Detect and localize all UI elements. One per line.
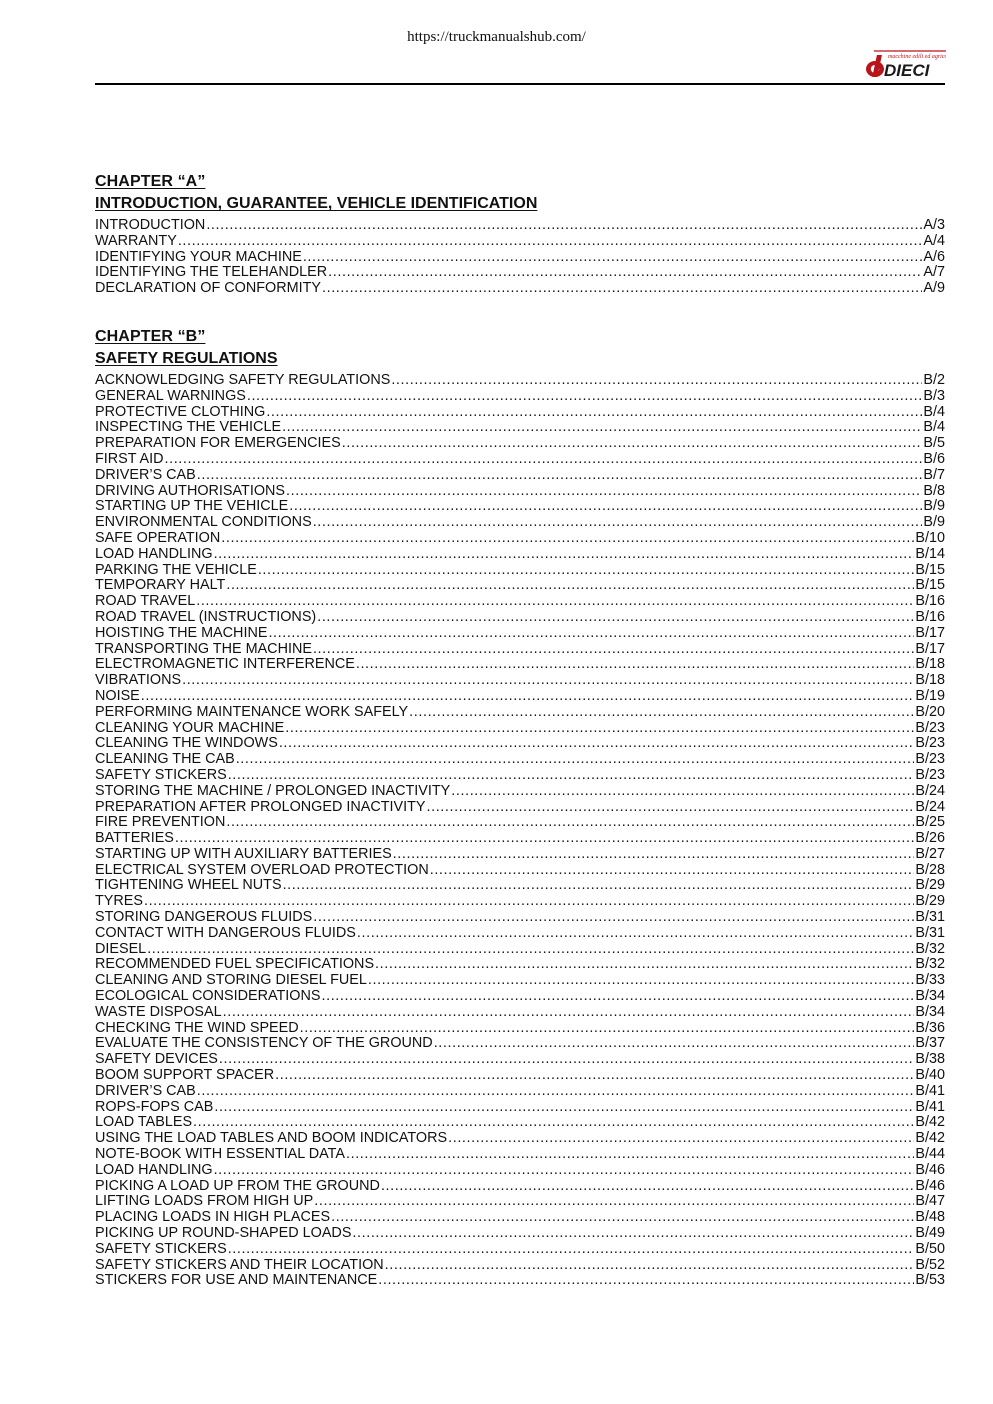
toc-entry[interactable] <box>95 926 945 942</box>
toc-entry-page: B/23 <box>915 720 945 736</box>
toc-entry[interactable] <box>95 626 945 642</box>
toc-entry[interactable] <box>95 578 945 594</box>
toc-entry[interactable] <box>95 1194 945 1210</box>
toc-entry-title: PREPARATION AFTER PROLONGED INACTIVITY <box>95 799 426 815</box>
toc-entry-title: DECLARATION OF CONFORMITY <box>95 281 321 297</box>
toc-dot-leader <box>314 1194 914 1210</box>
toc-entry-page: A/9 <box>923 281 945 297</box>
toc-entry-page: B/37 <box>915 1036 945 1052</box>
toc-entry-page: B/26 <box>915 831 945 847</box>
toc-entry-title: ELECTROMAGNETIC INTERFERENCE <box>95 657 355 673</box>
toc-entry-title: SAFETY STICKERS <box>95 1241 227 1257</box>
toc-entry[interactable] <box>95 863 945 879</box>
toc-entry-title: LOAD HANDLING <box>95 546 213 562</box>
toc-entry[interactable] <box>95 468 945 484</box>
toc-entry[interactable] <box>95 1210 945 1226</box>
toc-entry-page: B/53 <box>915 1273 945 1289</box>
table-of-contents <box>95 171 945 1289</box>
toc-entry-page: B/31 <box>915 910 945 926</box>
toc-entry[interactable] <box>95 894 945 910</box>
toc-dot-leader <box>448 1131 914 1147</box>
toc-entry-page: B/4 <box>923 420 945 436</box>
toc-entry[interactable] <box>95 389 945 405</box>
toc-dot-leader <box>375 957 914 973</box>
toc-entry-page: B/6 <box>923 451 945 467</box>
toc-entry-page: B/29 <box>915 894 945 910</box>
toc-dot-leader <box>289 499 922 515</box>
toc-dot-leader <box>275 1068 914 1084</box>
toc-dot-leader <box>313 642 914 658</box>
toc-entry[interactable] <box>95 1242 945 1258</box>
toc-entry-title: DRIVER’S CAB <box>95 1083 196 1099</box>
toc-entry-page: B/49 <box>915 1226 945 1242</box>
toc-dot-leader <box>451 784 914 800</box>
toc-dot-leader <box>219 1052 915 1068</box>
toc-entry-title: PROTECTIVE CLOTHING <box>95 404 266 420</box>
toc-entry[interactable] <box>95 815 945 831</box>
toc-entry-page: B/23 <box>915 752 945 768</box>
toc-dot-leader <box>313 910 914 926</box>
toc-entry-title: STARTING UP WITH AUXILIARY BATTERIES <box>95 846 392 862</box>
toc-entry[interactable] <box>95 1005 945 1021</box>
toc-dot-leader <box>214 1163 915 1179</box>
toc-dot-leader <box>226 578 914 594</box>
toc-entry-page: B/20 <box>915 704 945 720</box>
toc-entry[interactable] <box>95 736 945 752</box>
toc-entry-title: WARRANTY <box>95 233 177 249</box>
toc-dot-leader <box>328 265 922 281</box>
toc-entry-page: B/46 <box>915 1178 945 1194</box>
toc-entry-page: B/25 <box>915 815 945 831</box>
toc-dot-leader <box>197 1084 915 1100</box>
toc-dot-leader <box>322 281 922 297</box>
toc-dot-leader <box>286 484 922 500</box>
toc-dot-leader <box>279 736 915 752</box>
toc-entry-title: PICKING A LOAD UP FROM THE GROUND <box>95 1178 380 1194</box>
toc-dot-leader <box>385 1258 915 1274</box>
toc-dot-leader <box>356 657 915 673</box>
toc-dot-leader <box>313 515 923 531</box>
chapter-a-entries <box>95 218 945 297</box>
toc-entry-title: LIFTING LOADS FROM HIGH UP <box>95 1194 314 1210</box>
toc-entry-title: CLEANING YOUR MACHINE <box>95 720 285 736</box>
toc-entry-page: B/34 <box>915 1004 945 1020</box>
toc-entry[interactable] <box>95 1258 945 1274</box>
toc-entry[interactable] <box>95 373 945 389</box>
toc-entry[interactable] <box>95 721 945 737</box>
toc-entry[interactable] <box>95 1226 945 1242</box>
toc-dot-leader <box>378 1273 914 1289</box>
toc-dot-leader <box>247 389 923 405</box>
toc-entry-title: ELECTRICAL SYSTEM OVERLOAD PROTECTION <box>95 862 429 878</box>
toc-entry[interactable] <box>95 281 945 297</box>
toc-entry[interactable] <box>95 957 945 973</box>
toc-entry-title: RECOMMENDED FUEL SPECIFICATIONS <box>95 957 375 973</box>
toc-entry[interactable] <box>95 784 945 800</box>
toc-entry[interactable] <box>95 831 945 847</box>
chapter-b-entries <box>95 373 945 1289</box>
header-rule <box>95 83 945 85</box>
toc-entry-page: B/32 <box>915 957 945 973</box>
chapter-a-heading: CHAPTER “A” <box>95 173 206 190</box>
toc-entry-title: CHECKING THE WIND SPEED <box>95 1020 299 1036</box>
toc-entry-page: B/34 <box>915 989 945 1005</box>
toc-dot-leader <box>317 610 914 626</box>
toc-entry[interactable] <box>95 1036 945 1052</box>
toc-entry[interactable] <box>95 705 945 721</box>
toc-entry-page: B/17 <box>915 625 945 641</box>
toc-entry-page: B/47 <box>915 1194 945 1210</box>
toc-entry-title: ROAD TRAVEL (INSTRUCTIONS) <box>95 609 317 625</box>
toc-entry-title: STORING THE MACHINE / PROLONGED INACTIVITY <box>95 783 451 799</box>
toc-dot-leader <box>303 250 923 266</box>
toc-entry-title: NOTE-BOOK WITH ESSENTIAL DATA <box>95 1147 345 1163</box>
toc-entry[interactable] <box>95 1163 945 1179</box>
toc-entry[interactable] <box>95 642 945 658</box>
toc-entry[interactable] <box>95 1147 945 1163</box>
toc-entry-title: CONTACT WITH DANGEROUS FLUIDS <box>95 925 356 941</box>
toc-dot-leader <box>178 234 923 250</box>
toc-entry-title: LOAD TABLES <box>95 1115 193 1131</box>
toc-entry-title: TEMPORARY HALT <box>95 578 226 594</box>
toc-entry-page: B/16 <box>915 609 945 625</box>
logo-wordmark: DIECI <box>884 61 930 80</box>
toc-entry-page: A/6 <box>923 249 945 265</box>
toc-entry-title: IDENTIFYING YOUR MACHINE <box>95 249 302 265</box>
toc-entry[interactable] <box>95 1021 945 1037</box>
toc-entry-page: B/15 <box>915 562 945 578</box>
toc-entry-title: VIBRATIONS <box>95 673 182 689</box>
toc-entry-title: SAFE OPERATION <box>95 530 221 546</box>
toc-entry-page: B/9 <box>923 515 945 531</box>
toc-entry-page: B/4 <box>923 404 945 420</box>
toc-entry[interactable] <box>95 1179 945 1195</box>
toc-entry[interactable] <box>95 484 945 500</box>
toc-entry[interactable] <box>95 878 945 894</box>
toc-dot-leader <box>381 1179 914 1195</box>
toc-entry-title: STARTING UP THE VEHICLE <box>95 499 289 515</box>
toc-entry-title: BOOM SUPPORT SPACER <box>95 1068 275 1084</box>
toc-entry-page: B/14 <box>915 546 945 562</box>
toc-entry-title: HOISTING THE MACHINE <box>95 625 268 641</box>
toc-entry[interactable] <box>95 405 945 421</box>
toc-entry-page: B/44 <box>915 1147 945 1163</box>
toc-entry-title: PICKING UP ROUND-SHAPED LOADS <box>95 1226 352 1242</box>
toc-entry-page: B/24 <box>915 783 945 799</box>
toc-entry[interactable] <box>95 420 945 436</box>
chapter-a-title: INTRODUCTION, GUARANTEE, VEHICLE IDENTIFICATION <box>95 195 538 212</box>
toc-entry-title: CLEANING THE CAB <box>95 752 235 768</box>
toc-entry-title: PERFORMING MAINTENANCE WORK SAFELY <box>95 704 409 720</box>
source-url[interactable]: https://truckmanualshub.com/ <box>407 29 586 45</box>
toc-dot-leader <box>214 1100 914 1116</box>
toc-entry-page: B/16 <box>915 594 945 610</box>
toc-entry-page: B/42 <box>915 1115 945 1131</box>
toc-entry-title: PLACING LOADS IN HIGH PLACES <box>95 1210 331 1226</box>
toc-dot-leader <box>430 863 915 879</box>
toc-entry-page: B/36 <box>915 1020 945 1036</box>
toc-dot-leader <box>214 547 915 563</box>
toc-entry[interactable] <box>95 752 945 768</box>
toc-entry-title: ROPS-FOPS CAB <box>95 1099 214 1115</box>
toc-dot-leader <box>357 926 914 942</box>
toc-entry-page: B/5 <box>923 436 945 452</box>
toc-entry[interactable] <box>95 942 945 958</box>
toc-entry-title: INSPECTING THE VEHICLE <box>95 420 282 436</box>
toc-entry-title: TIGHTENING WHEEL NUTS <box>95 878 282 894</box>
toc-entry-page: B/17 <box>915 641 945 657</box>
toc-entry-page: B/18 <box>915 657 945 673</box>
toc-entry-title: BATTERIES <box>95 831 174 847</box>
toc-dot-leader <box>352 1226 914 1242</box>
toc-entry-page: B/18 <box>915 673 945 689</box>
toc-entry[interactable] <box>95 1273 945 1289</box>
toc-dot-leader <box>409 705 914 721</box>
toc-dot-leader <box>175 831 914 847</box>
toc-entry-page: B/3 <box>923 388 945 404</box>
toc-dot-leader <box>206 218 922 234</box>
toc-entry[interactable] <box>95 234 945 250</box>
toc-entry-page: A/7 <box>923 265 945 281</box>
toc-entry-title: SAFETY STICKERS AND THEIR LOCATION <box>95 1257 384 1273</box>
toc-entry[interactable] <box>95 547 945 563</box>
toc-entry-title: SAFETY DEVICES <box>95 1052 218 1068</box>
toc-entry[interactable] <box>95 610 945 626</box>
toc-dot-leader <box>226 815 914 831</box>
toc-entry[interactable] <box>95 657 945 673</box>
toc-entry-page: B/2 <box>923 372 945 388</box>
toc-entry-title: CLEANING THE WINDOWS <box>95 736 278 752</box>
toc-entry-title: LOAD HANDLING <box>95 1162 213 1178</box>
toc-entry-title: PARKING THE VEHICLE <box>95 562 257 578</box>
toc-dot-leader <box>346 1147 914 1163</box>
toc-entry-page: B/42 <box>915 1131 945 1147</box>
toc-dot-leader <box>368 973 915 989</box>
chapter-b-section <box>95 326 945 1289</box>
toc-entry-page: B/33 <box>915 973 945 989</box>
toc-entry-title: TYRES <box>95 894 143 910</box>
toc-entry-page: B/24 <box>915 799 945 815</box>
toc-dot-leader <box>282 420 922 436</box>
toc-entry[interactable] <box>95 515 945 531</box>
toc-dot-leader <box>322 989 915 1005</box>
chapter-b-heading: CHAPTER “B” <box>95 327 206 345</box>
toc-dot-leader <box>266 405 922 421</box>
toc-entry-title: DRIVING AUTHORISATIONS <box>95 483 286 499</box>
toc-entry-page: B/46 <box>915 1162 945 1178</box>
toc-entry-title: ROAD TRAVEL <box>95 594 196 610</box>
toc-dot-leader <box>193 1115 914 1131</box>
toc-entry-page: B/10 <box>915 530 945 546</box>
toc-dot-leader <box>196 594 914 610</box>
toc-dot-leader <box>223 1005 915 1021</box>
toc-entry-page: B/23 <box>915 736 945 752</box>
toc-entry-title: TRANSPORTING THE MACHINE <box>95 641 312 657</box>
toc-entry[interactable] <box>95 673 945 689</box>
toc-dot-leader <box>342 436 923 452</box>
toc-entry-page: B/32 <box>915 941 945 957</box>
toc-dot-leader <box>300 1021 915 1037</box>
toc-entry-page: B/48 <box>915 1210 945 1226</box>
toc-entry-title: NOISE <box>95 688 140 704</box>
toc-entry[interactable] <box>95 973 945 989</box>
toc-entry-page: B/50 <box>915 1241 945 1257</box>
toc-dot-leader <box>221 531 914 547</box>
toc-entry[interactable] <box>95 847 945 863</box>
toc-entry-title: PREPARATION FOR EMERGENCIES <box>95 436 341 452</box>
toc-dot-leader <box>258 563 915 579</box>
toc-entry-title: GENERAL WARNINGS <box>95 388 246 404</box>
toc-entry[interactable] <box>95 499 945 515</box>
toc-entry-page: B/19 <box>915 688 945 704</box>
toc-entry-page: B/38 <box>915 1052 945 1068</box>
toc-entry[interactable] <box>95 218 945 234</box>
dieci-logo-mark <box>864 50 946 80</box>
toc-entry-page: B/7 <box>923 467 945 483</box>
toc-entry-page: B/8 <box>923 483 945 499</box>
toc-entry[interactable] <box>95 910 945 926</box>
toc-entry[interactable] <box>95 1131 945 1147</box>
toc-entry-page: B/41 <box>915 1099 945 1115</box>
toc-entry-title: USING THE LOAD TABLES AND BOOM INDICATORS <box>95 1131 448 1147</box>
toc-entry-title: CLEANING AND STORING DIESEL FUEL <box>95 973 367 989</box>
toc-entry[interactable] <box>95 250 945 266</box>
toc-dot-leader <box>228 768 915 784</box>
toc-dot-leader <box>144 894 914 910</box>
toc-entry-title: STORING DANGEROUS FLUIDS <box>95 910 313 926</box>
toc-entry-title: FIRST AID <box>95 451 164 467</box>
toc-entry[interactable] <box>95 265 945 281</box>
toc-entry[interactable] <box>95 452 945 468</box>
toc-entry-page: B/52 <box>915 1257 945 1273</box>
toc-entry-title: EVALUATE THE CONSISTENCY OF THE GROUND <box>95 1036 433 1052</box>
toc-entry-page: B/9 <box>923 499 945 515</box>
toc-entry[interactable] <box>95 1115 945 1131</box>
toc-dot-leader <box>393 847 915 863</box>
toc-entry-page: A/4 <box>923 233 945 249</box>
toc-dot-leader <box>236 752 915 768</box>
toc-entry[interactable] <box>95 768 945 784</box>
toc-entry-title: ACKNOWLEDGING SAFETY REGULATIONS <box>95 372 391 388</box>
toc-entry-page: B/29 <box>915 878 945 894</box>
toc-entry-page: B/40 <box>915 1068 945 1084</box>
toc-entry-page: B/28 <box>915 862 945 878</box>
toc-entry-title: DRIVER’S CAB <box>95 467 196 483</box>
toc-entry-title: SAFETY STICKERS <box>95 767 227 783</box>
toc-entry[interactable] <box>95 689 945 705</box>
toc-entry[interactable] <box>95 531 945 547</box>
toc-entry[interactable] <box>95 1068 945 1084</box>
logo-tagline: macchine edili ed agricole <box>888 54 946 60</box>
toc-entry-page: B/31 <box>915 925 945 941</box>
toc-entry-page: B/41 <box>915 1083 945 1099</box>
toc-dot-leader <box>285 721 914 737</box>
toc-dot-leader <box>427 800 915 816</box>
toc-entry-page: B/27 <box>915 846 945 862</box>
toc-entry-title: INTRODUCTION <box>95 218 206 233</box>
toc-dot-leader <box>434 1036 915 1052</box>
toc-entry[interactable] <box>95 436 945 452</box>
toc-entry[interactable] <box>95 594 945 610</box>
toc-entry-title: DIESEL <box>95 941 147 957</box>
toc-entry-title: IDENTIFYING THE TELEHANDLER <box>95 265 328 281</box>
toc-dot-leader <box>283 878 915 894</box>
toc-entry-title: FIRE PREVENTION <box>95 815 226 831</box>
toc-dot-leader <box>331 1210 914 1226</box>
toc-entry-title: WASTE DISPOSAL <box>95 1004 222 1020</box>
toc-entry-page: B/23 <box>915 767 945 783</box>
toc-entry[interactable] <box>95 1084 945 1100</box>
toc-dot-leader <box>147 942 914 958</box>
toc-entry-title: ENVIRONMENTAL CONDITIONS <box>95 515 312 531</box>
toc-entry-page: A/3 <box>923 218 945 233</box>
toc-entry[interactable] <box>95 1100 945 1116</box>
toc-dot-leader <box>391 373 922 389</box>
toc-entry[interactable] <box>95 800 945 816</box>
toc-entry-title: ECOLOGICAL CONSIDERATIONS <box>95 989 321 1005</box>
toc-entry[interactable] <box>95 1052 945 1068</box>
toc-dot-leader <box>197 468 923 484</box>
chapter-b-title: SAFETY REGULATIONS <box>95 349 278 367</box>
dieci-logo <box>864 50 946 80</box>
toc-dot-leader <box>228 1242 915 1258</box>
toc-dot-leader <box>182 673 914 689</box>
toc-entry[interactable] <box>95 989 945 1005</box>
toc-dot-leader <box>165 452 923 468</box>
toc-entry[interactable] <box>95 563 945 579</box>
toc-dot-leader <box>141 689 915 705</box>
toc-entry-title: STICKERS FOR USE AND MAINTENANCE <box>95 1273 378 1289</box>
toc-dot-leader <box>268 626 914 642</box>
toc-entry-page: B/15 <box>915 578 945 594</box>
chapter-a-section <box>95 171 945 297</box>
